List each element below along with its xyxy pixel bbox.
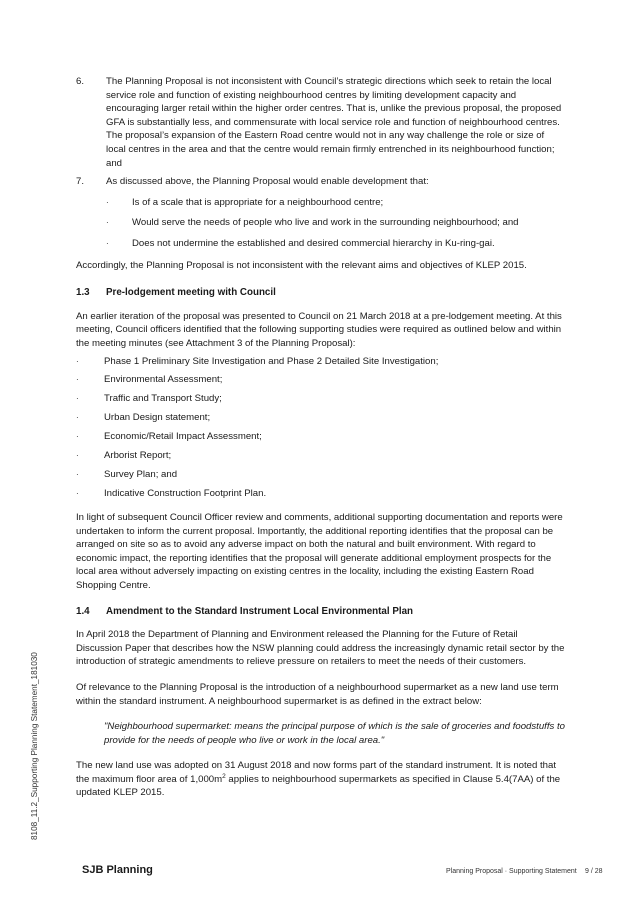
list-item-text: Would serve the needs of people who live and work in the surrounding neighbourhood; and	[132, 217, 519, 229]
numbered-item-6	[76, 75, 566, 170]
adoption-text-end: applies to neighbourhood supermarkets as specified in Clause 5.4(7AA) of the updated KLEP 2015.	[76, 773, 561, 799]
adoption-text-start: The new land use was adopted on 31 August 2018 and now forms part of the standard instrument. It is noted that the maximum floor area of 1,000m	[76, 760, 556, 785]
list-item-text: Environmental Assessment;	[104, 374, 223, 386]
list-item	[76, 430, 566, 444]
numbered-item-7	[76, 175, 566, 189]
paragraph-relevance: Of relevance to the Planning Proposal is the introduction of a neighbourhood supermarket as a new land use term within the standard instrument. A neighbourhood supermarket is as defined in the extract below:	[76, 681, 559, 707]
list-item-text: Phase 1 Preliminary Site Investigation and Phase 2 Detailed Site Investigation;	[104, 355, 439, 367]
list-item-text: Survey Plan; and	[104, 469, 178, 481]
list-item	[106, 216, 566, 230]
bullet-icon: ·	[106, 238, 109, 248]
paragraph-retail-paper: In April 2018 the Department of Planning and Environment released the Planning for the Future of Retail Discussion Paper that describes how the NSW planning could address the increasingly dynamic retail sector by the introduction of strategic amendments to relieve pressure on retailers to meet the needs of their customers.	[76, 629, 565, 668]
list-item-text: Urban Design statement;	[104, 412, 211, 424]
list-item-text: Economic/Retail Impact Assessment;	[104, 431, 262, 443]
bullet-icon: ·	[76, 394, 79, 404]
item-text: As discussed above, the Planning Proposal would enable development that:	[106, 176, 429, 188]
list-item	[76, 355, 566, 369]
footer-page-number: 9 / 28	[585, 868, 603, 875]
footer-document-title: Planning Proposal · Supporting Statement	[446, 868, 577, 875]
side-file-label: 8108_11.2_Supporting Planning Statement_181030	[30, 652, 39, 840]
section-number: 1.3	[76, 287, 90, 299]
section-title: Amendment to the Standard Instrument Local Environmental Plan	[106, 605, 414, 617]
bullet-icon: ·	[76, 432, 79, 442]
list-item-text: Arborist Report;	[104, 450, 172, 462]
section-title: Pre-lodgement meeting with Council	[106, 287, 276, 299]
item-number: 7.	[76, 176, 85, 188]
item-number: 6.	[76, 76, 85, 87]
list-item	[76, 373, 566, 387]
list-item-text: Indicative Construction Footprint Plan.	[104, 488, 267, 500]
bullet-icon: ·	[76, 470, 79, 480]
list-item	[106, 196, 566, 210]
bullet-icon: ·	[76, 451, 79, 461]
list-item	[76, 411, 566, 425]
footer-brand-logo: SJB Planning	[82, 864, 153, 876]
bullet-icon: ·	[76, 356, 79, 366]
list-item	[76, 392, 566, 406]
section-heading-1-3	[76, 286, 566, 300]
bullet-icon: ·	[106, 197, 109, 207]
bullet-icon: ·	[106, 218, 109, 228]
bullet-icon: ·	[76, 413, 79, 423]
list-item	[106, 237, 566, 251]
list-item-text: Does not undermine the established and desired commercial hierarchy in Ku-ring-gai.	[132, 237, 495, 249]
bullet-icon: ·	[76, 489, 79, 499]
bullet-icon: ·	[76, 375, 79, 385]
page-content	[76, 75, 566, 800]
section-heading-1-4	[76, 605, 566, 619]
section-number: 1.4	[76, 605, 90, 617]
paragraph-adoption	[76, 759, 566, 800]
criteria-list	[106, 196, 566, 251]
paragraph-intro: An earlier iteration of the proposal was presented to Council on 21 March 2018 at a pre-lodgement meeting. At this meeting, Council officers identified that the following supporting studies were required as outlined below and within the meeting minutes (see Attachment 3 of the Planning Proposal):	[76, 310, 562, 349]
paragraph-accordingly: Accordingly, the Planning Proposal is not inconsistent with the relevant aims and objectives of KLEP 2015.	[76, 259, 527, 271]
list-item-text: Traffic and Transport Study;	[104, 393, 222, 405]
definition-quote: "Neighbourhood supermarket: means the principal purpose of which is the sale of groceries and foodstuffs to provide for the needs of people who live or work in the local area."	[104, 721, 565, 746]
paragraph-closing: In light of subsequent Council Officer review and comments, additional supporting documentation and reports were undertaken to inform the current proposal. Importantly, the additional reporting identifies that the proposal can be arranged on site so as to avoid any adverse impact on both the natural and built environment. With regard to economic impact, the reporting identifies that the proposal will generate additional employment prospects for the local area without adversely impacting on existing centres in the locality, including the existing Eastern Road Shopping Centre.	[76, 511, 563, 591]
list-item	[76, 487, 566, 501]
list-item	[76, 468, 566, 482]
item-text: The Planning Proposal is not inconsistent with Council’s strategic directions which seek to retain the local service role and function of existing neighbourhood centres by limiting development capacity and encouraging larger retail within the higher order centres. That is, unlike the previous proposal, the proposed GFA is substantially less, and commensurate with local service role and function of neighbourhood centres. The proposal’s expansion of the Eastern Road centre would not in any way challenge the role or size of local centres in the area and that the centre would remain firmly entrenched in its neighbourhood function; and	[106, 76, 562, 169]
superscript-2: 2	[222, 772, 226, 780]
studies-list	[76, 355, 566, 501]
list-item-text: Is of a scale that is appropriate for a neighbourhood centre;	[132, 196, 384, 208]
list-item	[76, 449, 566, 463]
